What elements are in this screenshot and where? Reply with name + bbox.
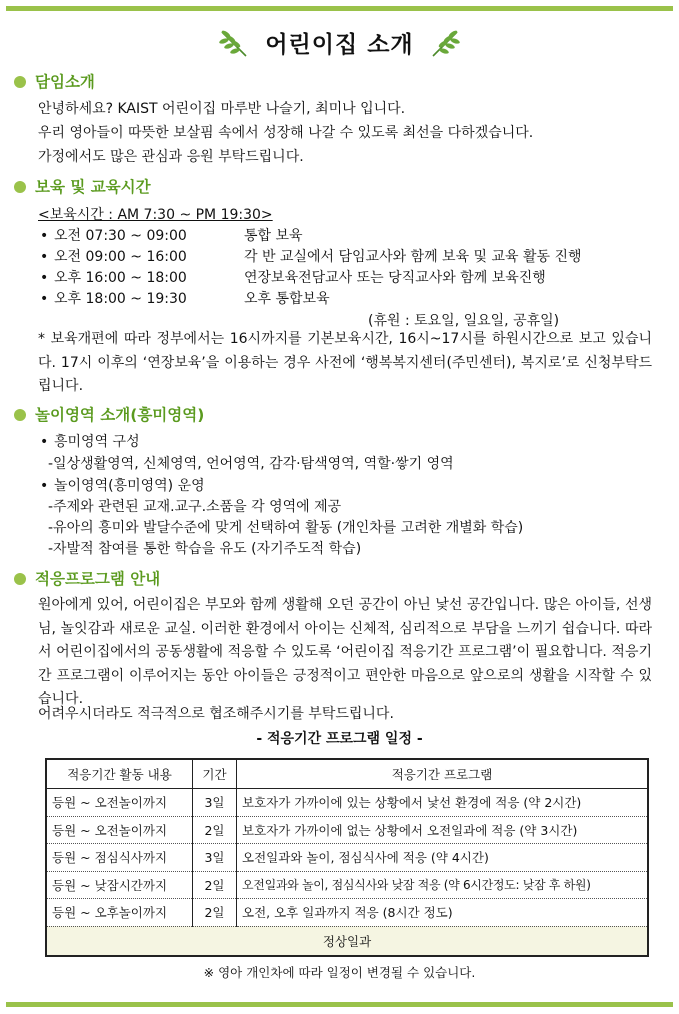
table-cell-activity: 등원 ~ 낮잠시간까지	[46, 871, 193, 899]
laurel-leaf-right-icon	[429, 28, 463, 58]
section-heading-teacher	[14, 70, 95, 92]
schedule-desc: 연장보육전담교사 또는 당직교사와 함께 보육진행	[244, 270, 546, 286]
table-header-row	[46, 759, 648, 789]
schedule-time: 오후 16:00 ~ 18:00	[54, 270, 187, 286]
bottom-divider	[6, 1002, 673, 1007]
teacher-line-2: 우리 영아들이 따뜻한 보살핌 속에서 성장해 나갈 수 있도록 최선을 다하겠습니다.	[38, 125, 534, 141]
table-cell-activity: 등원 ~ 오후놀이까지	[46, 899, 193, 927]
teacher-line-1: 안녕하세요? KAIST 어린이집 마루반 나슬기, 최미나 입니다.	[38, 101, 406, 117]
play-bullet-text: 놀이영역(흥미영역) 운영	[54, 478, 205, 494]
play-bullet-2: • 놀이영역(흥미영역) 운영	[40, 478, 205, 494]
adaptation-closing: 어려우시더라도 적극적으로 협조해주시기를 부탁드립니다.	[38, 706, 394, 722]
section-heading-text: 놀이영역 소개(흥미영역)	[35, 406, 205, 424]
adaptation-paragraph: 원아에게 있어, 어린이집은 부모와 함께 생활해 오던 공간이 아닌 낯선 공간입니다. 많은 아이들, 선생님, 놀잇감과 새로운 교실. 이러한 환경에서 아이는 신체적, 심리적으로 부담을 느끼기 쉽습니다. 따라서 어린이집에서의 공동생활에 적응할 수 있도록 ‘어린이집 적응기간 프로그램’이 필요합니다. 적응기간 프로그램이 이루어지는 동안 아이들은 긍정적이고 편안한 마음으로 앞으로의 생활을 시작할 수 있습니다.	[38, 597, 652, 707]
bullet-dot-icon	[14, 181, 26, 193]
schedule-time: 오후 18:00 ~ 19:30	[54, 291, 187, 307]
table-cell-period: 3일	[193, 844, 237, 872]
table-cell-program: 오전일과와 놀이, 점심식사에 적응 (약 4시간)	[237, 844, 649, 872]
section-heading-play-areas	[14, 403, 204, 425]
play-sub-item: -유아의 흥미와 발달수준에 맞게 선택하여 활동 (개인차를 고려한 개별화 학습)	[48, 520, 524, 536]
table-row	[46, 899, 648, 927]
table-cell-program: 보호자가 가까이에 있는 상황에서 낯선 환경에 적응 (약 2시간)	[237, 789, 649, 817]
table-row-final	[46, 926, 648, 956]
adaptation-schedule-table	[45, 758, 649, 957]
schedule-table-title: - 적응기간 프로그램 일정 -	[256, 731, 423, 747]
section-heading-hours	[14, 175, 151, 197]
teacher-line-3: 가정에서도 많은 관심과 응원 부탁드립니다.	[38, 149, 304, 165]
table-row	[46, 789, 648, 817]
section-heading-text: 적응프로그램 안내	[35, 570, 161, 588]
schedule-item: • 오후 16:00 ~ 18:00 연장보육전담교사 또는 당직교사와 함께 보육진행	[40, 267, 546, 287]
section-heading-adaptation	[14, 567, 160, 589]
table-cell-period: 2일	[193, 899, 237, 927]
table-cell-program: 오전일과와 놀이, 점심식사와 낮잠 적응 (약 6시간정도: 낮잠 후 하원)	[237, 871, 649, 899]
table-cell-period: 2일	[193, 871, 237, 899]
schedule-item: • 오전 07:30 ~ 09:00 통합 보육	[40, 225, 303, 245]
table-cell-final: 정상일과	[46, 926, 648, 956]
schedule-time: 오전 07:30 ~ 09:00	[54, 228, 187, 244]
table-cell-activity: 등원 ~ 점심식사까지	[46, 844, 193, 872]
section-heading-text: 담임소개	[35, 73, 95, 91]
care-hours: <보육시간 : AM 7:30 ~ PM 19:30>	[38, 207, 273, 223]
title-text: 어린이집 소개	[265, 32, 414, 58]
play-bullet-text: 흥미영역 구성	[54, 434, 140, 450]
play-sub-item: -자발적 참여를 통한 학습을 유도 (자기주도적 학습)	[48, 541, 362, 557]
bullet-dot-icon	[14, 76, 26, 88]
schedule-item: • 오전 09:00 ~ 16:00 각 반 교실에서 담임교사와 함께 보육 및 교육 활동 진행	[40, 246, 582, 266]
table-header: 적응기간 프로그램	[237, 759, 649, 789]
bullet-dot-icon	[14, 409, 26, 421]
table-row	[46, 844, 648, 872]
schedule-item: • 오후 18:00 ~ 19:30 오후 통합보육	[40, 288, 330, 308]
table-cell-activity: 등원 ~ 오전놀이까지	[46, 789, 193, 817]
page-title	[0, 26, 679, 59]
table-cell-program: 오전, 오후 일과까지 적응 (8시간 정도)	[237, 899, 649, 927]
table-cell-activity: 등원 ~ 오전놀이까지	[46, 816, 193, 844]
table-cell-period: 2일	[193, 816, 237, 844]
table-header: 기간	[193, 759, 237, 789]
table-cell-period: 3일	[193, 789, 237, 817]
play-bullet-1: • 흥미영역 구성	[40, 434, 140, 450]
table-header: 적응기간 활동 내용	[46, 759, 193, 789]
bullet-dot-icon	[14, 573, 26, 585]
play-sub-item: -주제와 관련된 교재.교구.소품을 각 영역에 제공	[48, 499, 342, 515]
schedule-desc: 통합 보육	[244, 228, 303, 244]
table-row	[46, 816, 648, 844]
section-heading-text: 보육 및 교육시간	[35, 178, 151, 196]
table-row	[46, 871, 648, 899]
top-divider	[6, 6, 673, 11]
policy-note: * 보육개편에 따라 정부에서는 16시까지를 기본보육시간, 16시~17시를 하원시간으로 보고 있습니다. 17시 이후의 ‘연장보육’을 이용하는 경우 사전에 ‘행복복지센터(주민센터), 복지로’로 신청부탁드립니다.	[38, 331, 652, 394]
laurel-leaf-left-icon	[216, 28, 250, 58]
schedule-desc: 각 반 교실에서 담임교사와 함께 보육 및 교육 활동 진행	[244, 249, 582, 265]
holiday-note: (휴원 : 토요일, 일요일, 공휴일)	[368, 313, 560, 329]
schedule-time: 오전 09:00 ~ 16:00	[54, 249, 187, 265]
table-cell-program: 보호자가 가까이에 없는 상황에서 오전일과에 적응 (약 3시간)	[237, 816, 649, 844]
play-sub-item: -일상생활영역, 신체영역, 언어영역, 감각·탐색영역, 역할·쌓기 영역	[48, 456, 454, 472]
schedule-desc: 오후 통합보육	[244, 291, 330, 307]
schedule-footnote: ※ 영아 개인차에 따라 일정이 변경될 수 있습니다.	[203, 965, 476, 980]
